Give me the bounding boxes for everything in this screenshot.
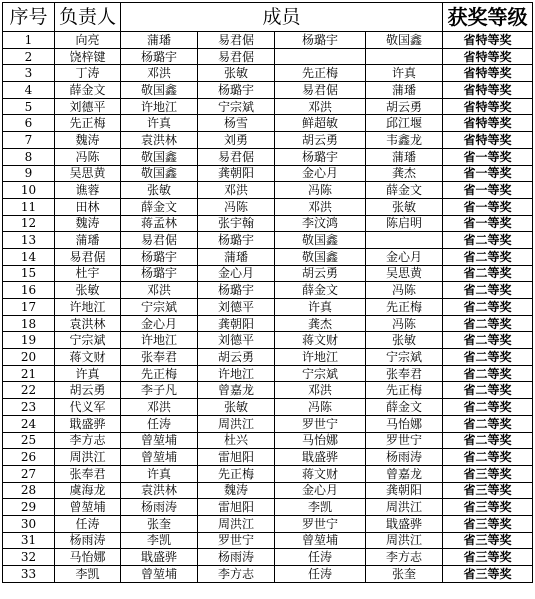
cell-member: 罗世宁 [275, 515, 366, 532]
cell-award: 省特等奖 [443, 65, 533, 82]
cell-seq: 1 [3, 32, 55, 49]
cell-leader: 马怡娜 [55, 549, 121, 566]
cell-leader: 胡云勇 [55, 382, 121, 399]
cell-seq: 2 [3, 48, 55, 65]
cell-award: 省一等奖 [443, 198, 533, 215]
cell-member: 敬国鑫 [121, 148, 198, 165]
cell-award: 省三等奖 [443, 515, 533, 532]
cell-member: 张奉君 [121, 349, 198, 366]
cell-award: 省二等奖 [443, 248, 533, 265]
cell-seq: 22 [3, 382, 55, 399]
cell-award: 省三等奖 [443, 532, 533, 549]
cell-member: 蒲璠 [121, 32, 198, 49]
cell-seq: 7 [3, 132, 55, 149]
cell-award: 省一等奖 [443, 148, 533, 165]
table-row [3, 248, 533, 265]
cell-member: 邓洪 [121, 282, 198, 299]
cell-award: 省三等奖 [443, 499, 533, 516]
table-row [3, 532, 533, 549]
cell-member [275, 48, 366, 65]
cell-member: 任涛 [275, 549, 366, 566]
cell-seq: 29 [3, 499, 55, 516]
cell-member: 龚杰 [366, 165, 443, 182]
cell-member: 易君倨 [198, 32, 275, 49]
cell-member: 易君倨 [121, 232, 198, 249]
cell-award: 省二等奖 [443, 399, 533, 416]
cell-award: 省二等奖 [443, 349, 533, 366]
cell-member: 蒲璠 [366, 82, 443, 99]
cell-member: 杨璐宇 [198, 82, 275, 99]
cell-leader: 袁洪林 [55, 315, 121, 332]
cell-member [366, 48, 443, 65]
cell-seq: 10 [3, 182, 55, 199]
cell-seq: 30 [3, 515, 55, 532]
cell-leader: 蒋文财 [55, 349, 121, 366]
cell-seq: 9 [3, 165, 55, 182]
cell-member: 蒲璠 [366, 148, 443, 165]
cell-member: 蒲璠 [198, 248, 275, 265]
table-row [3, 98, 533, 115]
cell-award: 省二等奖 [443, 365, 533, 382]
cell-award: 省二等奖 [443, 432, 533, 449]
cell-member: 薛金文 [366, 182, 443, 199]
cell-member: 先正梅 [121, 365, 198, 382]
cell-seq: 20 [3, 349, 55, 366]
cell-member [366, 232, 443, 249]
cell-member: 敬国鑫 [121, 82, 198, 99]
cell-member: 冯陈 [198, 198, 275, 215]
cell-member: 李方志 [198, 566, 275, 583]
cell-seq: 25 [3, 432, 55, 449]
cell-member: 罗世宁 [198, 532, 275, 549]
cell-member: 曾堃埔 [121, 432, 198, 449]
table-row [3, 165, 533, 182]
cell-member: 罗世宁 [366, 432, 443, 449]
cell-member: 邓洪 [275, 382, 366, 399]
cell-leader: 向亮 [55, 32, 121, 49]
table-row [3, 232, 533, 249]
cell-member: 张奎 [366, 566, 443, 583]
cell-member: 李凯 [121, 532, 198, 549]
cell-award: 省二等奖 [443, 299, 533, 316]
cell-member: 邓洪 [275, 98, 366, 115]
cell-member: 周洪江 [198, 515, 275, 532]
cell-member: 薛金文 [275, 282, 366, 299]
cell-leader: 戢盛骅 [55, 415, 121, 432]
cell-member: 戢盛骅 [275, 449, 366, 466]
cell-member: 鲜超敏 [275, 115, 366, 132]
cell-member: 敬国鑫 [121, 165, 198, 182]
cell-member: 周洪江 [366, 532, 443, 549]
cell-member: 陈启明 [366, 215, 443, 232]
cell-award: 省特等奖 [443, 82, 533, 99]
cell-member: 龚杰 [275, 315, 366, 332]
cell-member: 宁宗斌 [198, 98, 275, 115]
cell-leader: 刘德平 [55, 98, 121, 115]
table-row [3, 365, 533, 382]
cell-seq: 14 [3, 248, 55, 265]
cell-member: 龚朝阳 [198, 165, 275, 182]
cell-member: 宁宗斌 [366, 349, 443, 366]
table-row [3, 415, 533, 432]
table-row [3, 132, 533, 149]
cell-member: 敬国鑫 [366, 32, 443, 49]
cell-seq: 19 [3, 332, 55, 349]
header-seq: 序号 [3, 3, 55, 32]
cell-leader: 宁宗斌 [55, 332, 121, 349]
cell-member: 先正梅 [275, 65, 366, 82]
cell-member: 胡云勇 [275, 132, 366, 149]
cell-member: 薛金文 [366, 399, 443, 416]
table-row [3, 432, 533, 449]
table-row [3, 48, 533, 65]
cell-member: 李凯 [275, 499, 366, 516]
cell-award: 省二等奖 [443, 332, 533, 349]
cell-member: 刘勇 [198, 132, 275, 149]
table-row [3, 349, 533, 366]
cell-member: 杨璐宇 [198, 232, 275, 249]
cell-member: 袁洪林 [121, 132, 198, 149]
header-members: 成员 [121, 3, 443, 32]
cell-leader: 杨雨涛 [55, 532, 121, 549]
cell-seq: 11 [3, 198, 55, 215]
cell-award: 省三等奖 [443, 549, 533, 566]
cell-member: 刘德平 [198, 332, 275, 349]
cell-member: 马怡娜 [275, 432, 366, 449]
cell-member: 周洪江 [366, 499, 443, 516]
cell-leader: 虞海龙 [55, 482, 121, 499]
cell-member: 易君倨 [198, 48, 275, 65]
cell-member: 龚朝阳 [366, 482, 443, 499]
cell-member: 韦鑫龙 [366, 132, 443, 149]
cell-seq: 33 [3, 566, 55, 583]
cell-member: 杜兴 [198, 432, 275, 449]
cell-member: 金心月 [121, 315, 198, 332]
cell-member: 杨雨涛 [121, 499, 198, 516]
table-row [3, 332, 533, 349]
cell-member: 敬国鑫 [275, 248, 366, 265]
cell-member: 胡云勇 [275, 265, 366, 282]
cell-leader: 代义军 [55, 399, 121, 416]
cell-leader: 田林 [55, 198, 121, 215]
cell-award: 省二等奖 [443, 382, 533, 399]
table-row [3, 499, 533, 516]
cell-member: 曾嘉龙 [366, 465, 443, 482]
cell-award: 省二等奖 [443, 449, 533, 466]
cell-award: 省三等奖 [443, 482, 533, 499]
cell-member: 杨雨涛 [198, 549, 275, 566]
cell-member: 张宇翰 [198, 215, 275, 232]
cell-award: 省特等奖 [443, 98, 533, 115]
cell-leader: 冯陈 [55, 148, 121, 165]
cell-member: 蒋文财 [275, 332, 366, 349]
award-table [2, 2, 533, 583]
cell-award: 省二等奖 [443, 232, 533, 249]
cell-seq: 16 [3, 282, 55, 299]
table-row [3, 32, 533, 49]
cell-leader: 饶梓键 [55, 48, 121, 65]
table-row [3, 566, 533, 583]
cell-member: 先正梅 [198, 465, 275, 482]
cell-award: 省二等奖 [443, 315, 533, 332]
cell-leader: 杜宇 [55, 265, 121, 282]
cell-leader: 曾堃埔 [55, 499, 121, 516]
cell-member: 刘德平 [198, 299, 275, 316]
cell-member: 冯陈 [275, 182, 366, 199]
cell-member: 雷旭阳 [198, 499, 275, 516]
cell-leader: 先正梅 [55, 115, 121, 132]
cell-member: 杨璐宇 [275, 32, 366, 49]
cell-leader: 易君倨 [55, 248, 121, 265]
cell-member: 李汶鸿 [275, 215, 366, 232]
table-row [3, 198, 533, 215]
cell-leader: 丁涛 [55, 65, 121, 82]
cell-seq: 15 [3, 265, 55, 282]
table-row [3, 65, 533, 82]
cell-member: 曾堃埔 [275, 532, 366, 549]
cell-member: 许真 [121, 115, 198, 132]
table-row [3, 449, 533, 466]
cell-leader: 任涛 [55, 515, 121, 532]
cell-member: 冯陈 [275, 399, 366, 416]
cell-member: 杨雪 [198, 115, 275, 132]
cell-award: 省一等奖 [443, 182, 533, 199]
cell-member: 邓洪 [275, 198, 366, 215]
cell-member: 吴思黄 [366, 265, 443, 282]
cell-member: 金心月 [366, 248, 443, 265]
cell-seq: 32 [3, 549, 55, 566]
cell-leader: 谯蓉 [55, 182, 121, 199]
cell-award: 省一等奖 [443, 165, 533, 182]
table-row [3, 148, 533, 165]
cell-member: 蒋孟林 [121, 215, 198, 232]
cell-member: 罗世宁 [275, 415, 366, 432]
cell-leader: 蒲璠 [55, 232, 121, 249]
cell-member: 许地江 [275, 349, 366, 366]
cell-member: 周洪江 [198, 415, 275, 432]
cell-member: 戢盛骅 [366, 515, 443, 532]
cell-member: 金心月 [275, 165, 366, 182]
table-row [3, 549, 533, 566]
cell-member: 杨璐宇 [121, 48, 198, 65]
table-row [3, 399, 533, 416]
cell-member: 许真 [121, 465, 198, 482]
cell-leader: 吴思黄 [55, 165, 121, 182]
cell-member: 许地江 [198, 365, 275, 382]
cell-award: 省一等奖 [443, 215, 533, 232]
cell-member: 曾堃埔 [121, 566, 198, 583]
cell-seq: 27 [3, 465, 55, 482]
table-row [3, 115, 533, 132]
table-row [3, 315, 533, 332]
cell-member: 张奉君 [366, 365, 443, 382]
cell-member: 易君倨 [198, 148, 275, 165]
table-row [3, 182, 533, 199]
cell-seq: 17 [3, 299, 55, 316]
cell-leader: 张敏 [55, 282, 121, 299]
header-leader: 负责人 [55, 3, 121, 32]
table-row [3, 265, 533, 282]
cell-seq: 31 [3, 532, 55, 549]
table-row [3, 482, 533, 499]
cell-member: 任涛 [121, 415, 198, 432]
cell-member: 邓洪 [198, 182, 275, 199]
cell-member: 许真 [275, 299, 366, 316]
cell-award: 省特等奖 [443, 48, 533, 65]
header-row [3, 3, 533, 32]
cell-leader: 李方志 [55, 432, 121, 449]
cell-leader: 张奉君 [55, 465, 121, 482]
cell-member: 杨璐宇 [275, 148, 366, 165]
cell-seq: 4 [3, 82, 55, 99]
cell-leader: 许地江 [55, 299, 121, 316]
cell-award: 省特等奖 [443, 32, 533, 49]
cell-member: 曾堃埔 [121, 449, 198, 466]
cell-member: 李子凡 [121, 382, 198, 399]
cell-award: 省特等奖 [443, 115, 533, 132]
cell-seq: 18 [3, 315, 55, 332]
cell-member: 先正梅 [366, 382, 443, 399]
cell-member: 宁宗斌 [121, 299, 198, 316]
table-row [3, 215, 533, 232]
cell-award: 省特等奖 [443, 132, 533, 149]
cell-award: 省二等奖 [443, 265, 533, 282]
cell-seq: 8 [3, 148, 55, 165]
cell-member: 杨雨涛 [366, 449, 443, 466]
cell-member: 敬国鑫 [275, 232, 366, 249]
cell-seq: 28 [3, 482, 55, 499]
cell-seq: 26 [3, 449, 55, 466]
cell-leader: 周洪江 [55, 449, 121, 466]
cell-member: 张敏 [366, 198, 443, 215]
table-body [3, 32, 533, 583]
cell-member: 易君倨 [275, 82, 366, 99]
cell-leader: 魏涛 [55, 215, 121, 232]
cell-seq: 24 [3, 415, 55, 432]
cell-member: 杨璐宇 [121, 248, 198, 265]
table-row [3, 82, 533, 99]
cell-seq: 12 [3, 215, 55, 232]
cell-member: 任涛 [275, 566, 366, 583]
cell-member: 杨璐宇 [198, 282, 275, 299]
cell-member: 张敏 [198, 65, 275, 82]
cell-member: 薛金文 [121, 198, 198, 215]
table-row [3, 282, 533, 299]
cell-seq: 21 [3, 365, 55, 382]
cell-member: 金心月 [198, 265, 275, 282]
cell-leader: 薛金文 [55, 82, 121, 99]
cell-member: 邓洪 [121, 65, 198, 82]
cell-seq: 13 [3, 232, 55, 249]
cell-member: 曾嘉龙 [198, 382, 275, 399]
cell-member: 张敏 [366, 332, 443, 349]
cell-member: 宁宗斌 [275, 365, 366, 382]
cell-member: 袁洪林 [121, 482, 198, 499]
cell-leader: 李凯 [55, 566, 121, 583]
table-row [3, 299, 533, 316]
table-row [3, 515, 533, 532]
cell-member: 胡云勇 [366, 98, 443, 115]
cell-seq: 3 [3, 65, 55, 82]
cell-leader: 许真 [55, 365, 121, 382]
cell-award: 省二等奖 [443, 282, 533, 299]
cell-member: 雷旭阳 [198, 449, 275, 466]
cell-seq: 23 [3, 399, 55, 416]
cell-member: 魏涛 [198, 482, 275, 499]
cell-award: 省三等奖 [443, 465, 533, 482]
cell-member: 许地江 [121, 332, 198, 349]
cell-member: 邓洪 [121, 399, 198, 416]
cell-member: 李方志 [366, 549, 443, 566]
cell-seq: 6 [3, 115, 55, 132]
cell-member: 张奎 [121, 515, 198, 532]
cell-member: 冯陈 [366, 315, 443, 332]
cell-member: 邱江堰 [366, 115, 443, 132]
cell-member: 金心月 [275, 482, 366, 499]
cell-member: 许真 [366, 65, 443, 82]
cell-member: 戢盛骅 [121, 549, 198, 566]
cell-member: 胡云勇 [198, 349, 275, 366]
cell-seq: 5 [3, 98, 55, 115]
cell-member: 冯陈 [366, 282, 443, 299]
table-row [3, 465, 533, 482]
cell-leader: 魏涛 [55, 132, 121, 149]
header-award: 获奖等级 [443, 3, 533, 32]
cell-award: 省三等奖 [443, 566, 533, 583]
cell-member: 蒋文财 [275, 465, 366, 482]
cell-member: 马怡娜 [366, 415, 443, 432]
cell-award: 省二等奖 [443, 415, 533, 432]
cell-member: 先正梅 [366, 299, 443, 316]
cell-member: 龚朝阳 [198, 315, 275, 332]
cell-member: 杨璐宇 [121, 265, 198, 282]
cell-member: 张敏 [121, 182, 198, 199]
table-row [3, 382, 533, 399]
cell-member: 许地江 [121, 98, 198, 115]
cell-member: 张敏 [198, 399, 275, 416]
